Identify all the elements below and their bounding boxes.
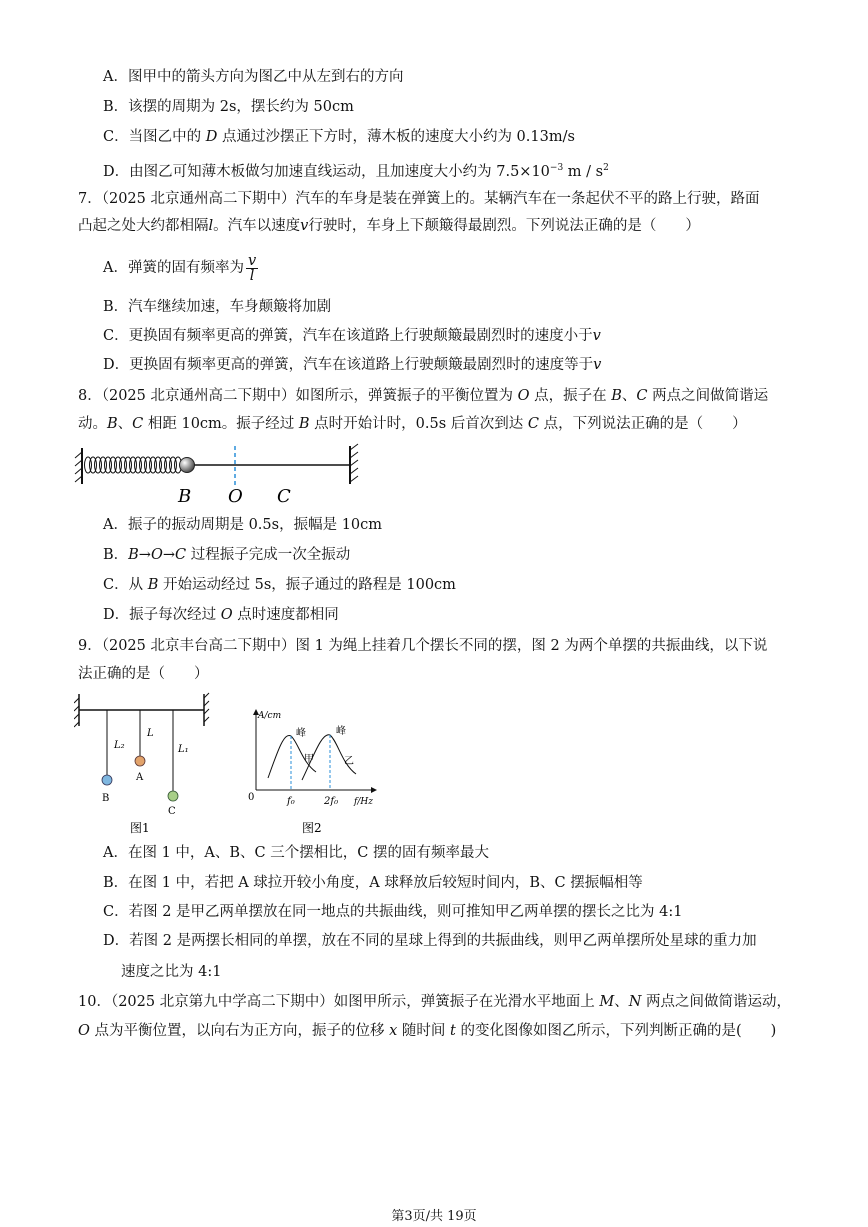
q9-option-c: C．若图 2 是甲乙两单摆放在同一地点的共振曲线，则可推知甲乙两单摆的摆长之比为 4:1: [103, 904, 683, 920]
q8-option-d: D．振子每次经过 O 点时速度都相同: [103, 607, 339, 623]
caption-figure-1: 图1: [130, 821, 150, 835]
label-c: C: [168, 806, 176, 817]
label-b: B: [178, 486, 192, 507]
q7-option-a: A．弹簧的固有频率为 $\frac{v}{l}$: [103, 252, 257, 284]
ball-b: [102, 775, 112, 785]
q7-stem-line-1: 7．（2025 北京通州高二下期中）汽车的车身是装在弹簧上的。某辆汽车在一条起伏不平的路上行驶，路面: [78, 191, 760, 207]
label-l: L: [147, 728, 154, 739]
right-wall-hatching: [350, 444, 358, 482]
q8-stem-line-2: 动。B、C 相距 10cm。振子经过 B 点时开始计时，0.5s 后首次到达 C 点，下列说法正确的是（ ）: [78, 416, 747, 432]
ball-a: [135, 756, 145, 766]
spring-oscillator-figure: [74, 440, 374, 510]
label-b: B: [102, 793, 110, 804]
label-l1: L₁: [178, 744, 189, 755]
q6-option-d: D．由图乙可知薄木板做匀加速直线运动，且加速度大小约为 $7.5\times 10^{-3}$ m / $s^2$: [103, 163, 609, 180]
q8-option-a: A．振子的振动周期是 0.5s，振幅是 10cm: [103, 517, 383, 533]
q9-option-d-line-1: D．若图 2 是两摆长相同的单摆，放在不同的星球上得到的共振曲线，则甲乙两单摆所处星球的重力加: [103, 933, 757, 949]
label-l2: L₂: [114, 740, 125, 751]
peak-label-jia: 峰: [296, 728, 306, 739]
ball-c: [168, 791, 178, 801]
label-o: O: [228, 486, 243, 507]
fraction-v-over-l: $\frac{v}{l}$: [247, 252, 257, 284]
q9-stem-line-1: 9．（2025 北京丰台高二下期中）图 1 为绳上挂着几个摆长不同的摆，图 2 为两个单摆的共振曲线，以下说: [78, 638, 768, 654]
q8-stem-line-1: 8．（2025 北京通州高二下期中）如图所示，弹簧振子的平衡位置为 O 点，振子在 B、C 两点之间做简谐运: [78, 388, 769, 404]
q9-stem-line-2: 法正确的是（ ）: [78, 666, 209, 682]
q9-option-a: A．在图 1 中，A、B、C 三个摆相比，C 摆的固有频率最大: [103, 845, 489, 861]
q7-stem-line-2: 凸起之处大约都相隔l。汽车以速度v行驶时，车身上下颠簸得最剧烈。下列说法正确的是（ ）: [78, 218, 700, 234]
pendulum-figure-1: [74, 690, 214, 838]
q8-option-b: B．B→O→C 过程振子完成一次全振动: [103, 547, 351, 563]
left-wall-hatching: [75, 452, 82, 482]
q7-option-d: D．更换固有频率更高的弹簧，汽车在该道路上行驶颠簸最剧烈时的速度等于v: [103, 357, 602, 373]
label-a: A: [136, 772, 144, 783]
oscillator-ball: [180, 458, 195, 473]
spring: [85, 457, 182, 473]
peak-label-yi: 峰: [336, 726, 346, 737]
q9-option-d-line-2: 速度之比为 4:1: [121, 964, 222, 980]
q7-option-c: C．更换固有频率更高的弹簧，汽车在该道路上行驶颠簸最剧烈时的速度小于v: [103, 328, 601, 344]
q6-option-a: A．图甲中的箭头方向为图乙中从左到右的方向: [103, 69, 404, 85]
q10-stem-line-2: O 点为平衡位置，以向右为正方向，振子的位移 x 随时间 t 的变化图像如图乙所示，下列判断正确的是( ): [78, 1023, 777, 1039]
tick-2f0: 2f₀: [324, 796, 339, 807]
caption-figure-2: 图2: [302, 821, 322, 835]
q8-option-c: C．从 B 开始运动经过 5s，振子通过的路程是 100cm: [103, 577, 456, 593]
x-axis-label: f/Hz: [354, 797, 373, 807]
resonance-curves-figure-2: [244, 700, 389, 838]
origin-label: 0: [248, 792, 255, 803]
page-footer: 第3页/共 19页: [391, 1209, 477, 1224]
curve-label-yi: 乙: [344, 756, 354, 767]
curve-label-jia: 甲: [304, 754, 314, 765]
label-c: C: [277, 486, 291, 507]
q9-option-b: B．在图 1 中，若把 A 球拉开较小角度，A 球释放后较短时间内，B、C 摆振幅相等: [103, 875, 643, 891]
y-axis-label: A/cm: [258, 711, 282, 721]
q6-option-b: B．该摆的周期为 2s，摆长约为 50cm: [103, 99, 354, 115]
q7-option-b: B．汽车继续加速，车身颠簸将加剧: [103, 299, 332, 315]
tick-f0: f₀: [287, 796, 295, 807]
q10-stem-line-1: 10．（2025 北京第九中学高二下期中）如图甲所示，弹簧振子在光滑水平地面上 M、N 两点之间做简谐运动，: [78, 994, 791, 1010]
q6-option-c: C．当图乙中的 D 点通过沙摆正下方时，薄木板的速度大小约为 0.13m/s: [103, 129, 575, 145]
